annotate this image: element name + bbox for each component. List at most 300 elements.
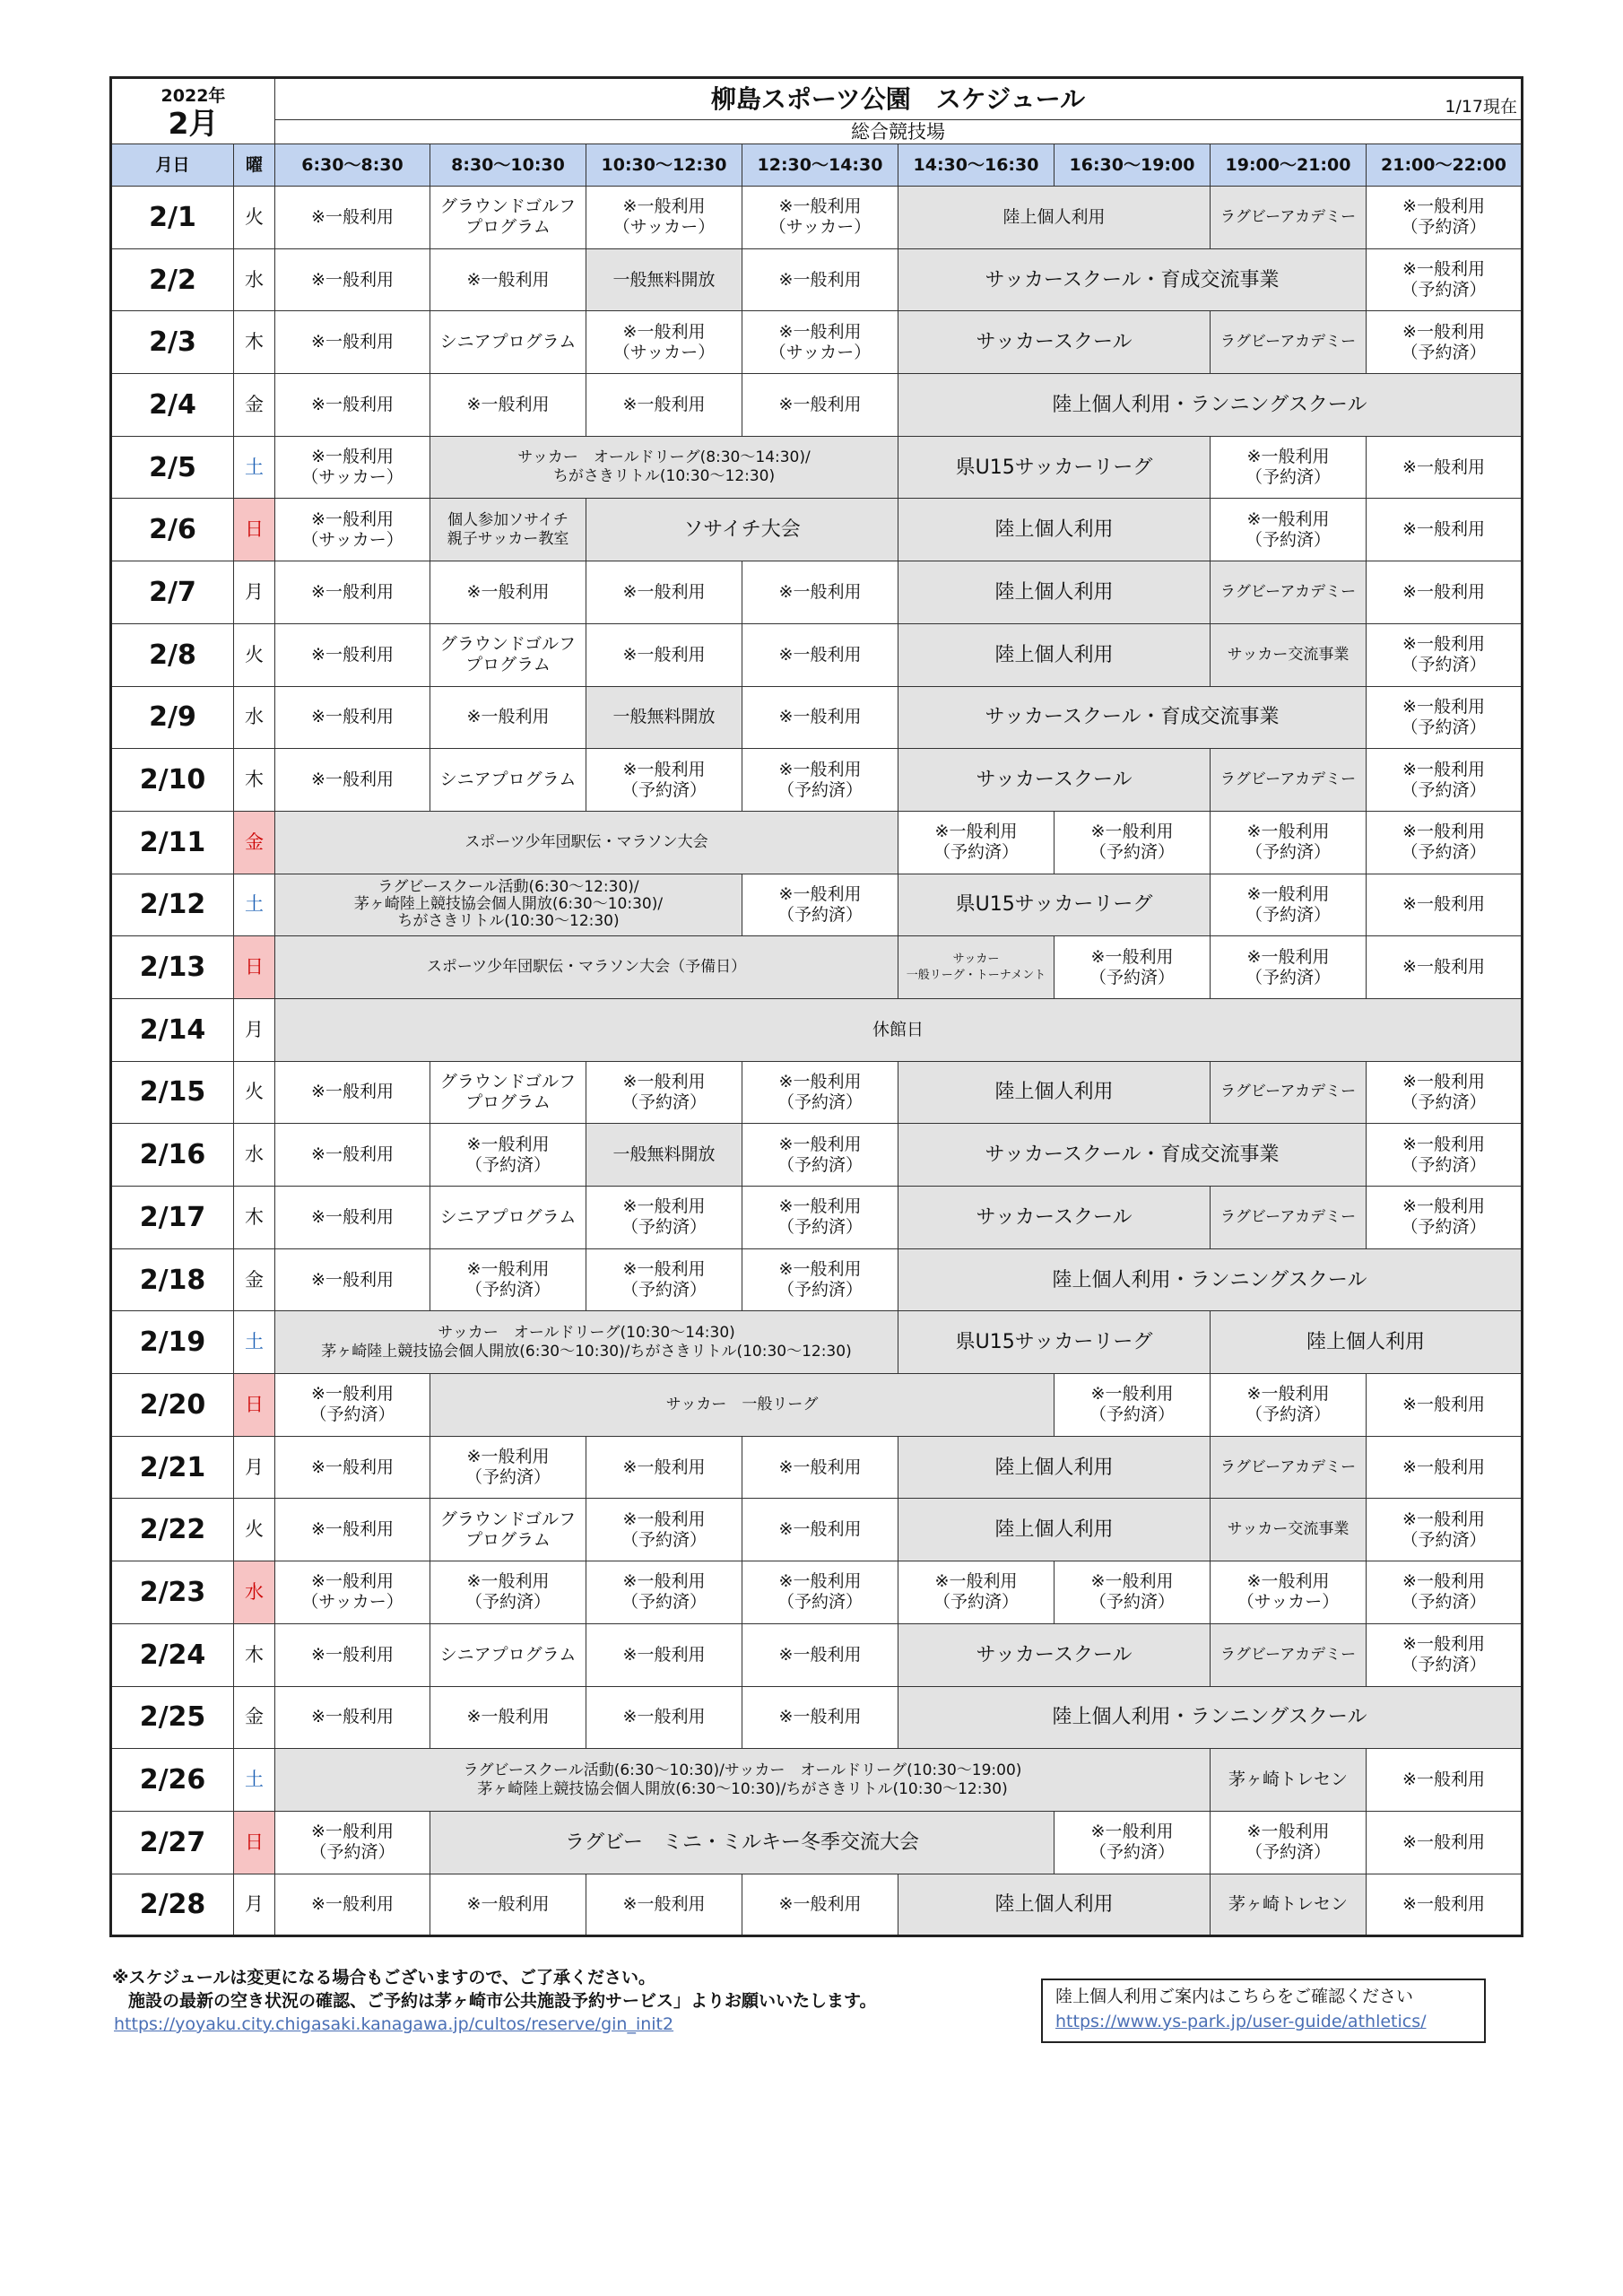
schedule-cell-line: ※一般利用 [1402, 457, 1485, 477]
schedule-cell-line: ラグビーアカデミー [1219, 1207, 1357, 1226]
date-cell: 2/10 [111, 749, 234, 812]
schedule-cell [586, 1499, 742, 1561]
weekday-cell: 月 [234, 998, 275, 1061]
schedule-cell-line: サッカー [952, 952, 1000, 966]
schedule-cell-line: ※一般利用 [1246, 1384, 1330, 1405]
schedule-cell-line: （予約済） [777, 779, 863, 800]
year-month-cell [111, 78, 275, 144]
schedule-cell-line: ※一般利用 [778, 1071, 862, 1091]
schedule-cell [1211, 811, 1367, 874]
day-row [111, 1436, 1523, 1499]
schedule-cell-line: （予約済） [464, 1154, 551, 1175]
schedule-cell-line: ※一般利用 [622, 394, 706, 414]
schedule-cell-line: （予約済） [621, 1280, 707, 1300]
year-label: 2022年 [161, 85, 226, 106]
schedule-cell [586, 248, 742, 311]
schedule-cell-line: ラグビーアカデミー [1219, 582, 1357, 601]
column-header-dow: 曜 [234, 144, 275, 187]
schedule-cell-line: ※一般利用 [311, 1644, 394, 1665]
schedule-cell-line: ※一般利用 [1246, 1822, 1330, 1842]
schedule-cell-line: （予約済） [933, 842, 1019, 863]
day-row [111, 1499, 1523, 1561]
day-row [111, 623, 1523, 686]
schedule-cell-line: （予約済） [1245, 842, 1331, 863]
schedule-cell-line: （予約済） [1245, 904, 1331, 925]
schedule-cell [1367, 749, 1523, 812]
weekday-cell: 水 [234, 1124, 275, 1187]
schedule-cell-line: （予約済） [621, 1592, 707, 1613]
schedule-cell-line: 個人参加ソサイチ [447, 510, 568, 529]
schedule-cell-line: グラウンドゴルフ [439, 634, 577, 655]
reservation-link[interactable]: https://yoyaku.city.chigasaki.kanagawa.jp/cultos/reserve/gin_init2 [114, 2014, 674, 2034]
date-cell: 2/5 [111, 436, 234, 499]
schedule-cell-line: （予約済） [621, 1091, 707, 1112]
schedule-cell-line: スポーツ少年団駅伝・マラソン大会（予備日） [426, 958, 747, 977]
schedule-cell-line: （予約済） [777, 1154, 863, 1175]
schedule-cell-line: （予約済） [1401, 1592, 1487, 1613]
schedule-cell [1367, 187, 1523, 249]
schedule-cell-line: （サッカー） [612, 217, 716, 238]
schedule-cell-line: ※一般利用 [1402, 1770, 1485, 1790]
schedule-cell [1367, 874, 1523, 936]
schedule-cell [586, 1686, 742, 1749]
weekday-cell: 金 [234, 374, 275, 437]
schedule-cell-line: （予約済） [1401, 1655, 1487, 1675]
weekday-cell: 水 [234, 248, 275, 311]
schedule-cell [742, 874, 898, 936]
schedule-cell-line: ※一般利用 [1402, 519, 1485, 540]
schedule-cell [1211, 1061, 1367, 1124]
schedule-cell [1367, 1874, 1523, 1936]
schedule-cell [898, 1623, 1211, 1686]
schedule-cell-line: （予約済） [464, 1592, 551, 1613]
date-cell: 2/9 [111, 686, 234, 749]
schedule-cell [430, 1499, 586, 1561]
schedule-cell [275, 311, 430, 374]
date-cell: 2/28 [111, 1874, 234, 1936]
column-header-date: 月日 [111, 144, 234, 187]
schedule-cell-line: 一般リーグ・トーナメント [906, 968, 1046, 982]
schedule-cell [1211, 1811, 1367, 1874]
athletics-info-box [1041, 1979, 1486, 2043]
schedule-cell [586, 686, 742, 749]
schedule-cell [898, 1874, 1211, 1936]
schedule-cell [1211, 499, 1367, 561]
date-cell: 2/4 [111, 374, 234, 437]
schedule-cell-line: ※一般利用 [1090, 1571, 1174, 1592]
schedule-cell-line: 県U15サッカーリーグ [955, 893, 1153, 917]
schedule-cell [430, 248, 586, 311]
schedule-cell-line: ※一般利用 [311, 1457, 394, 1477]
schedule-cell-line: ※一般利用 [1402, 822, 1485, 842]
schedule-cell [275, 811, 898, 874]
schedule-cell [898, 686, 1367, 749]
schedule-cell [742, 623, 898, 686]
schedule-cell-line: ※一般利用 [1402, 696, 1485, 717]
schedule-cell [898, 1248, 1523, 1311]
schedule-cell [1367, 1749, 1523, 1812]
day-row [111, 1187, 1523, 1249]
schedule-cell [1211, 561, 1367, 624]
schedule-cell-line: ラグビー ミニ・ミルキー冬季交流大会 [564, 1831, 920, 1854]
weekday-cell: 土 [234, 1311, 275, 1374]
schedule-cell-line: （予約済） [1089, 1842, 1175, 1863]
schedule-cell [898, 1436, 1211, 1499]
schedule-cell-line: （サッカー） [301, 1592, 404, 1613]
schedule-cell [1367, 1436, 1523, 1499]
schedule-cell [898, 311, 1211, 374]
schedule-cell-line: ※一般利用 [778, 707, 862, 727]
schedule-cell-line: サッカー オールドリーグ(8:30～14:30)/ [517, 448, 811, 467]
weekday-cell: 火 [234, 1061, 275, 1124]
schedule-cell-line: ※一般利用 [466, 1893, 550, 1914]
schedule-cell-line: ※一般利用 [1402, 1196, 1485, 1217]
schedule-cell [275, 561, 430, 624]
schedule-cell [1367, 936, 1523, 999]
schedule-cell-line: （予約済） [1401, 717, 1487, 737]
date-cell: 2/1 [111, 187, 234, 249]
schedule-cell-line: ※一般利用 [778, 1259, 862, 1280]
schedule-cell-line: （予約済） [309, 1405, 395, 1425]
schedule-cell-line: ※一般利用 [1402, 1831, 1485, 1852]
schedule-cell-line: グラウンドゴルフ [439, 1509, 577, 1529]
schedule-cell-line: （予約済） [621, 1529, 707, 1550]
weekday-cell: 金 [234, 1686, 275, 1749]
schedule-cell-line: サッカー交流事業 [1227, 1520, 1350, 1539]
schedule-cell-line: （予約済） [1245, 467, 1331, 488]
day-row [111, 1311, 1523, 1374]
day-row [111, 436, 1523, 499]
schedule-cell-line: サッカースクール [976, 1205, 1133, 1229]
column-header-slot: 10:30～12:30 [586, 144, 742, 187]
schedule-cell [1367, 1124, 1523, 1187]
schedule-cell [1211, 749, 1367, 812]
schedule-cell [742, 1436, 898, 1499]
schedule-cell-line: ※一般利用 [466, 1571, 550, 1592]
date-cell: 2/23 [111, 1561, 234, 1624]
schedule-cell [1211, 623, 1367, 686]
schedule-cell-line: 茅ヶ崎陸上競技協会個人開放(6:30～10:30)/ちがさきリトル(10:30～12:30) [477, 1779, 1008, 1798]
schedule-cell [898, 436, 1211, 499]
schedule-cell-line: （サッカー） [1237, 1592, 1340, 1613]
schedule-cell-line: シニアプログラム [439, 770, 577, 790]
athletics-info-text: 陸上個人利用ご案内はこちらをご確認ください [1055, 1987, 1414, 2006]
schedule-cell-line: ※一般利用 [622, 581, 706, 602]
schedule-cell [275, 187, 430, 249]
schedule-cell-line: ※一般利用 [622, 1707, 706, 1727]
schedule-cell-line: 陸上個人利用 [994, 1456, 1114, 1479]
schedule-cell [898, 1187, 1211, 1249]
schedule-cell-line: ※一般利用 [311, 1893, 394, 1914]
schedule-cell-line: ※一般利用 [778, 644, 862, 665]
schedule-cell-line: スポーツ少年団駅伝・マラソン大会 [464, 832, 708, 851]
schedule-cell-line: ※一般利用 [1402, 321, 1485, 342]
schedule-cell-line: ※一般利用 [778, 883, 862, 904]
schedule-cell [1367, 1187, 1523, 1249]
schedule-cell [275, 1061, 430, 1124]
schedule-cell-line: （予約済） [777, 1280, 863, 1300]
schedule-cell [275, 1561, 430, 1624]
note-change-notice: ※スケジュールは変更になる場合もございますので、ご了承ください。 [112, 1968, 655, 1987]
schedule-cell-line: 陸上個人利用 [994, 580, 1114, 604]
as-of-date: 1/17現在 [1445, 97, 1517, 117]
schedule-cell-line: 茅ヶ崎陸上競技協会個人開放(6:30～10:30)/ [353, 895, 664, 914]
schedule-cell-line: （予約済） [933, 1592, 1019, 1613]
date-cell: 2/15 [111, 1061, 234, 1124]
schedule-cell-line: 陸上個人利用 [994, 1081, 1114, 1104]
column-header-slot: 6:30～8:30 [275, 144, 430, 187]
schedule-cell [1367, 561, 1523, 624]
schedule-cell-line: 親子サッカー教室 [447, 529, 569, 548]
schedule-cell [275, 1436, 430, 1499]
athletics-info-link[interactable]: https://www.ys-park.jp/user-guide/athletics/ [1055, 2012, 1427, 2031]
schedule-cell-line: （予約済） [464, 1467, 551, 1488]
schedule-cell-line: （予約済） [1089, 967, 1175, 987]
day-row [111, 811, 1523, 874]
schedule-cell [275, 749, 430, 812]
date-cell: 2/8 [111, 623, 234, 686]
schedule-cell-line: ※一般利用 [1246, 509, 1330, 529]
date-cell: 2/26 [111, 1749, 234, 1812]
schedule-cell [275, 1124, 430, 1187]
schedule-cell-line: 一般無料開放 [612, 1144, 716, 1165]
day-row [111, 248, 1523, 311]
schedule-cell-line: プログラム [465, 1529, 551, 1550]
schedule-cell-line: サッカー 一般リーグ [665, 1395, 819, 1413]
schedule-cell [430, 374, 586, 437]
schedule-cell [275, 436, 430, 499]
weekday-cell: 火 [234, 187, 275, 249]
schedule-cell-line: ※一般利用 [1090, 1822, 1174, 1842]
schedule-cell-line: ※一般利用 [466, 269, 550, 290]
schedule-cell-line: ※一般利用 [1402, 1634, 1485, 1655]
schedule-cell-line: （予約済） [777, 1091, 863, 1112]
schedule-cell-line: ※一般利用 [622, 1259, 706, 1280]
schedule-cell-line: ※一般利用 [934, 822, 1018, 842]
schedule-cell-line: （予約済） [621, 779, 707, 800]
schedule-cell-line: ※一般利用 [311, 1822, 394, 1842]
schedule-cell-line: （予約済） [1401, 1091, 1487, 1112]
schedule-cell [742, 187, 898, 249]
weekday-cell: 火 [234, 1499, 275, 1561]
schedule-cell [1055, 1561, 1211, 1624]
day-row [111, 1811, 1523, 1874]
schedule-cell-line: （サッカー） [301, 529, 404, 550]
schedule-cell-line: ※一般利用 [311, 1571, 394, 1592]
schedule-cell-line: ※一般利用 [466, 394, 550, 414]
schedule-cell [898, 1499, 1211, 1561]
schedule-cell [275, 1187, 430, 1249]
schedule-cell-line: ラグビーアカデミー [1219, 1457, 1357, 1476]
schedule-cell [430, 686, 586, 749]
schedule-cell [1367, 1623, 1523, 1686]
day-row [111, 311, 1523, 374]
schedule-cell-line: ※一般利用 [778, 321, 862, 342]
weekday-cell: 日 [234, 1811, 275, 1874]
schedule-cell-line: （予約済） [1089, 1592, 1175, 1613]
schedule-cell [742, 1686, 898, 1749]
weekday-cell: 日 [234, 499, 275, 561]
schedule-cell [742, 1499, 898, 1561]
schedule-cell [430, 623, 586, 686]
schedule-cell [898, 248, 1367, 311]
day-row [111, 936, 1523, 999]
schedule-cell-line: （予約済） [1401, 1217, 1487, 1238]
schedule-cell-line: サッカー交流事業 [1227, 645, 1350, 664]
weekday-cell: 土 [234, 874, 275, 936]
schedule-cell [430, 311, 586, 374]
month-label: 2月 [168, 105, 219, 141]
schedule-cell-line: ※一般利用 [311, 581, 394, 602]
schedule-cell-line: 陸上個人利用・ランニングスクール [1052, 393, 1367, 416]
schedule-cell [1211, 1374, 1367, 1437]
schedule-cell-line: 陸上個人利用 [994, 1892, 1114, 1916]
date-cell: 2/7 [111, 561, 234, 624]
column-header-slot: 19:00～21:00 [1211, 144, 1367, 187]
day-row [111, 1686, 1523, 1749]
schedule-cell [1055, 811, 1211, 874]
schedule-cell [275, 998, 1523, 1061]
schedule-cell [275, 1374, 430, 1437]
schedule-cell-line: ※一般利用 [1246, 883, 1330, 904]
schedule-cell [1367, 436, 1523, 499]
schedule-cell-line: ※一般利用 [934, 1571, 1018, 1592]
schedule-cell [586, 1436, 742, 1499]
schedule-cell [430, 1561, 586, 1624]
schedule-cell-line: ※一般利用 [311, 1384, 394, 1405]
schedule-cell-line: ※一般利用 [778, 1893, 862, 1914]
date-cell: 2/25 [111, 1686, 234, 1749]
schedule-cell [586, 623, 742, 686]
schedule-cell-line: グラウンドゴルフ [439, 1071, 577, 1091]
schedule-cell [586, 1874, 742, 1936]
schedule-cell-line: 茅ヶ崎トレセン [1228, 1770, 1348, 1790]
schedule-cell-line: ※一般利用 [1402, 1071, 1485, 1091]
schedule-cell-line: ※一般利用 [778, 1519, 862, 1540]
weekday-cell: 水 [234, 1561, 275, 1624]
schedule-cell-line: ※一般利用 [1246, 822, 1330, 842]
schedule-cell-line: （予約済） [1401, 842, 1487, 863]
schedule-cell [742, 1187, 898, 1249]
schedule-cell-line: ※一般利用 [622, 196, 706, 217]
schedule-cell-line: （予約済） [1245, 1405, 1331, 1425]
schedule-cell [1367, 311, 1523, 374]
schedule-cell-line: （サッカー） [768, 342, 872, 362]
schedule-cell-line: プログラム [465, 655, 551, 675]
weekday-cell: 日 [234, 936, 275, 999]
schedule-cell [430, 1874, 586, 1936]
schedule-cell-line: ※一般利用 [466, 1134, 550, 1154]
date-cell: 2/27 [111, 1811, 234, 1874]
schedule-cell-line: 休館日 [872, 1019, 924, 1039]
schedule-cell [586, 311, 742, 374]
schedule-cell [1055, 1374, 1211, 1437]
schedule-cell-line: ※一般利用 [1090, 822, 1174, 842]
schedule-cell-line: ※一般利用 [311, 447, 394, 467]
schedule-cell [586, 1561, 742, 1624]
schedule-cell [275, 499, 430, 561]
schedule-cell [430, 436, 898, 499]
schedule-cell-line: ※一般利用 [778, 394, 862, 414]
schedule-cell-line: （予約済） [1401, 342, 1487, 362]
schedule-cell [898, 1686, 1523, 1749]
day-row [111, 749, 1523, 812]
schedule-cell-line: ※一般利用 [466, 707, 550, 727]
schedule-cell-line: ※一般利用 [778, 269, 862, 290]
schedule-cell-line: ラグビーアカデミー [1219, 333, 1357, 352]
weekday-cell: 土 [234, 436, 275, 499]
schedule-cell-line: サッカースクール・育成交流事業 [985, 268, 1280, 291]
schedule-cell [742, 1623, 898, 1686]
date-cell: 2/18 [111, 1248, 234, 1311]
schedule-cell-line: ※一般利用 [311, 509, 394, 529]
schedule-cell-line: （予約済） [1245, 529, 1331, 550]
schedule-cell [1211, 1436, 1367, 1499]
schedule-cell-line: ※一般利用 [622, 1196, 706, 1217]
schedule-cell-line: （予約済） [777, 1217, 863, 1238]
schedule-cell-line: ※一般利用 [1246, 447, 1330, 467]
schedule-cell-line: ※一般利用 [778, 1571, 862, 1592]
schedule-cell [1211, 1187, 1367, 1249]
day-row [111, 874, 1523, 936]
facility-name: 総合競技場 [275, 120, 1523, 144]
schedule-cell-line: ラグビースクール活動(6:30～10:30)/サッカー オールドリーグ(10:30～19:00) [463, 1761, 1022, 1779]
schedule-cell-line: ※一般利用 [778, 759, 862, 779]
schedule-cell [898, 811, 1055, 874]
day-row [111, 686, 1523, 749]
schedule-cell-line: ※一般利用 [1246, 1571, 1330, 1592]
schedule-cell [430, 749, 586, 812]
schedule-cell [586, 1061, 742, 1124]
schedule-cell-line: ソサイチ大会 [683, 518, 801, 542]
schedule-cell-line: ※一般利用 [1402, 259, 1485, 280]
schedule-cell [275, 374, 430, 437]
schedule-cell-line: 県U15サッカーリーグ [955, 1331, 1153, 1354]
schedule-cell [742, 374, 898, 437]
schedule-cell [1367, 1811, 1523, 1874]
schedule-cell [586, 1248, 742, 1311]
schedule-cell-line: （サッカー） [301, 467, 404, 488]
weekday-cell: 金 [234, 811, 275, 874]
schedule-cell-line: （予約済） [1401, 1529, 1487, 1550]
schedule-cell-line: ※一般利用 [311, 1144, 394, 1165]
schedule-cell-line: ちがさきリトル(10:30～12:30) [397, 912, 620, 931]
schedule-table [109, 76, 1523, 1937]
schedule-cell-line: プログラム [465, 1091, 551, 1112]
schedule-cell-line: ※一般利用 [1090, 946, 1174, 967]
schedule-cell-line: （サッカー） [768, 217, 872, 238]
schedule-cell-line: ※一般利用 [311, 1082, 394, 1102]
weekday-cell: 月 [234, 561, 275, 624]
date-cell: 2/14 [111, 998, 234, 1061]
weekday-cell: 火 [234, 623, 275, 686]
schedule-cell [430, 499, 586, 561]
schedule-cell [1055, 1811, 1211, 1874]
weekday-cell: 月 [234, 1874, 275, 1936]
schedule-cell [430, 1187, 586, 1249]
schedule-cell-line: ※一般利用 [1402, 581, 1485, 602]
schedule-cell [1367, 811, 1523, 874]
day-row [111, 1124, 1523, 1187]
date-cell: 2/2 [111, 248, 234, 311]
schedule-cell-line: （予約済） [1089, 1405, 1175, 1425]
schedule-cell-line: ※一般利用 [1402, 1134, 1485, 1154]
date-cell: 2/17 [111, 1187, 234, 1249]
date-cell: 2/11 [111, 811, 234, 874]
schedule-cell-line: シニアプログラム [439, 332, 577, 352]
schedule-cell-line: ※一般利用 [311, 644, 394, 665]
schedule-cell [742, 686, 898, 749]
